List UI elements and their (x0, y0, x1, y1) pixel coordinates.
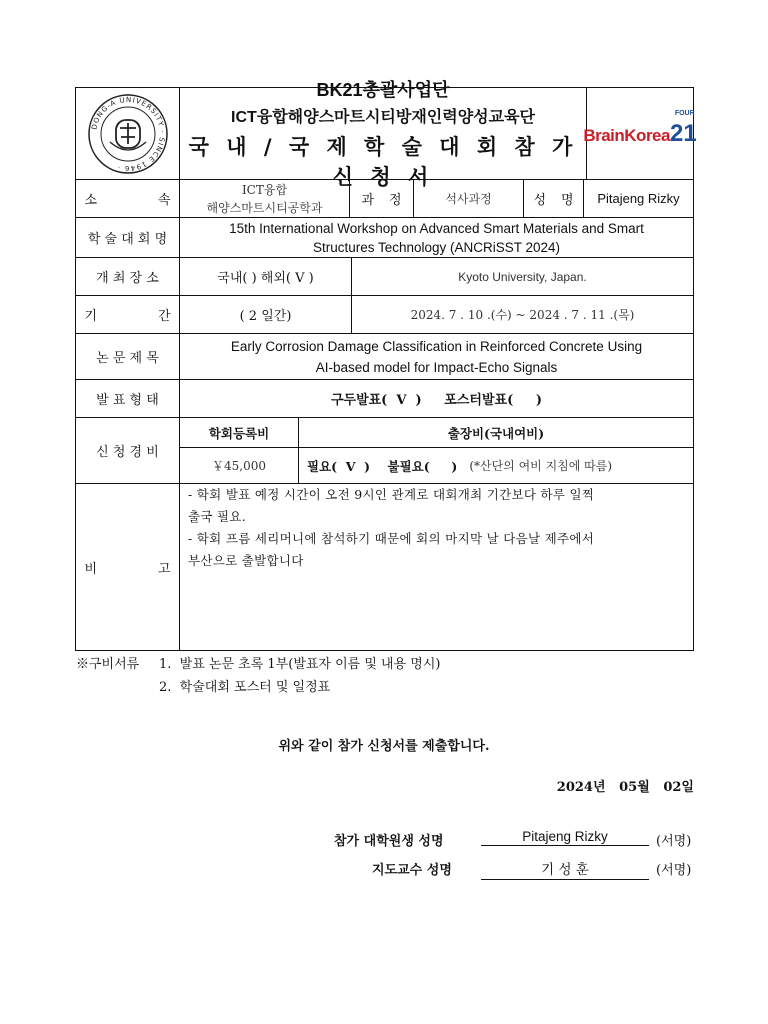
conference-line1: 15th International Workshop on Advanced Smart Materials and Smart (229, 220, 644, 236)
venue-label: 개 최 장 소 (76, 258, 180, 295)
advisor-sign-mark: (서명) (656, 863, 692, 878)
expenses-label: 신 청 경 비 (76, 418, 180, 483)
program-title: BK21총괄사업단 (316, 80, 450, 100)
conference-value (180, 218, 693, 257)
course-label: 과 정 (350, 180, 414, 217)
conference-label: 학 술 대 회 명 (76, 218, 180, 257)
travel-need-options: 필요( V ) 불필요( ) (307, 458, 458, 474)
advisor-signature-label: 지도교수 성명 (372, 863, 452, 878)
remarks-line3: - 학회 프름 세리머니에 참석하기 때문에 회의 마지막 날 다음날 제주에서 (188, 531, 595, 546)
advisor-name: 기 성 훈 (481, 858, 649, 880)
registration-fee-value: ￥45,000 (180, 448, 299, 483)
remarks-line1: - 학회 발표 예정 시간이 오전 9시인 관계로 대회개최 기간보다 하루 일찍 (188, 487, 595, 502)
period-dates: 2024. 7 . 10 .(수) ~ 2024 . 7 . 11 .(목) (410, 308, 635, 322)
department-line2: 해양스마트시티공학과 (206, 200, 323, 215)
submission-date: 2024년 05월 02일 (556, 780, 694, 795)
attachments-label: ※구비서류 (76, 657, 140, 672)
form-title-block (180, 80, 587, 189)
registration-fee-header: 학회등록비 (180, 418, 299, 447)
venue-value: Kyoto University, Japan. (458, 269, 587, 284)
presentation-label: 발 표 형 태 (76, 380, 180, 417)
presentation-row (76, 380, 693, 418)
student-name: Pitajeng Rizky (481, 829, 649, 846)
paper-title-line1: Early Corrosion Damage Classification in Reinforced Concrete Using (230, 338, 643, 354)
bk-four-mark: FOUR (674, 109, 695, 117)
affiliation-label: 소 속 (76, 180, 180, 217)
remarks-line4: 부산으로 출발합니다 (188, 553, 304, 568)
travel-expense-header: 출장비(국내여비) (447, 425, 545, 441)
form-header (76, 80, 697, 189)
paper-title-line2: AI-based model for Impact-Echo Signals (315, 359, 558, 375)
remarks-value (180, 484, 693, 650)
venue-type: 국내( ) 해외( V ) (180, 258, 352, 295)
affiliation-row (76, 180, 693, 218)
student-sign-mark: (서명) (656, 834, 692, 849)
paper-title-value (180, 334, 693, 379)
travel-expense-value (299, 448, 693, 483)
form-title: 국 내 / 국 제 학 술 대 회 참 가 신 청 서 (188, 134, 578, 189)
conference-line2: Structures Technology (ANCRiSST 2024) (312, 239, 561, 255)
paper-title-label: 논 문 제 목 (76, 334, 180, 379)
applicant-name: Pitajeng Rizky (597, 191, 680, 206)
attachment-item-1: 1. 발표 논문 초록 1부(발표자 이름 및 내용 명시) (159, 657, 441, 672)
dong-a-university-logo (86, 92, 170, 176)
submission-statement: 위와 같이 참가 신청서를 제출합니다. (278, 739, 490, 754)
university-seal (76, 88, 180, 179)
period-row (76, 296, 693, 334)
bk-brand-text: BrainKorea (583, 125, 670, 145)
remarks-line2: 출국 필요. (188, 509, 247, 524)
travel-note: (*산단의 여비 지침에 따름) (469, 459, 613, 473)
application-form (75, 80, 697, 651)
name-label: 성 명 (524, 180, 584, 217)
course-value: 석사과정 (414, 180, 524, 217)
period-label: 기 간 (76, 296, 180, 333)
remarks-row (76, 484, 693, 650)
conference-row (76, 218, 693, 258)
period-days: ( 2 일간) (180, 296, 352, 333)
expenses-row (76, 418, 693, 484)
student-signature-label: 참가 대학원생 성명 (334, 834, 444, 849)
affiliation-value (180, 180, 350, 217)
attachment-item-2: 2. 학술대회 포스터 및 일정표 (159, 680, 331, 695)
expenses-table (180, 418, 693, 483)
brainkorea21-logo (583, 88, 697, 179)
presentation-value: 구두발표( V ) 포스터발표( ) (330, 393, 543, 408)
bk-number-text: 21 (669, 119, 697, 147)
program-subtitle: ICT융합해양스마트시티방재인력양성교육단 (231, 109, 535, 126)
department-line1: ICT융합 (241, 182, 288, 197)
remarks-label: 비 고 (76, 484, 180, 650)
paper-title-row (76, 334, 693, 380)
svg-text:DONG-A UNIVERSITY · SINCE 1946: DONG-A UNIVERSITY · SINCE 1946 · (89, 95, 166, 172)
venue-row (76, 258, 693, 296)
